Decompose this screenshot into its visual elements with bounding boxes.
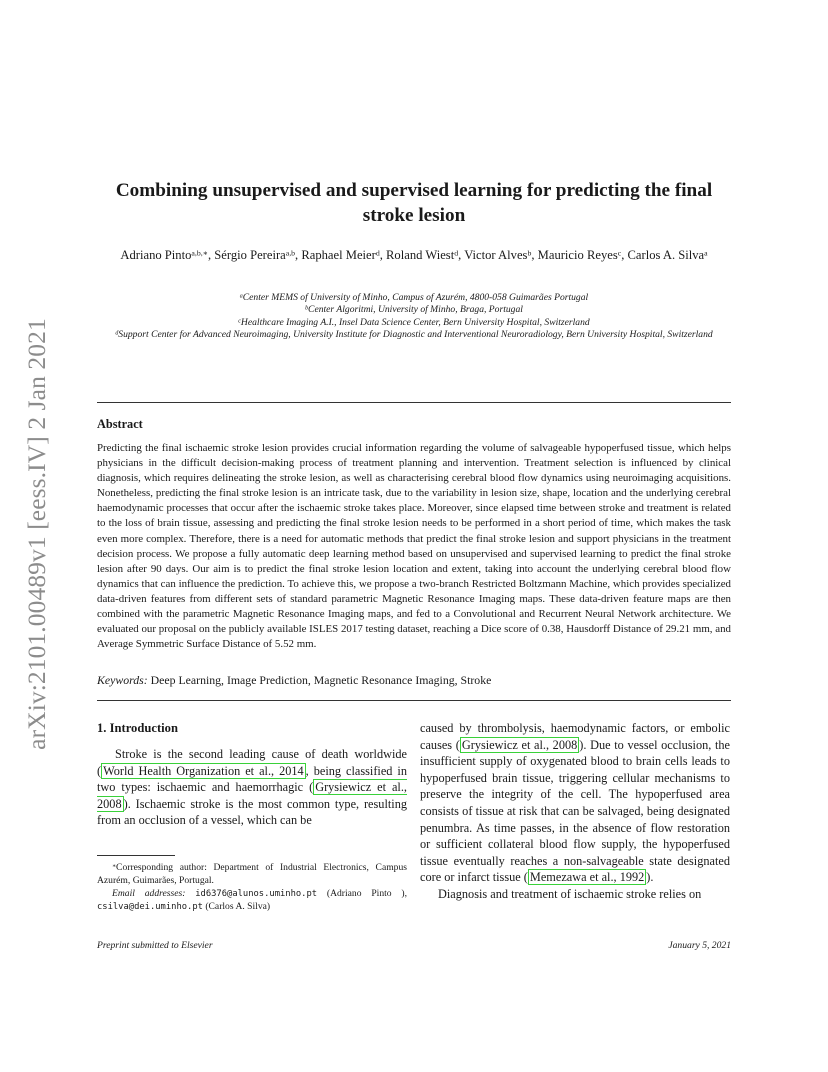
arxiv-identifier-text: arXiv:2101.00489v1 [eess.IV] 2 Jan 2021 bbox=[22, 318, 52, 750]
affiliation-list bbox=[97, 292, 731, 341]
author-list: Adriano Pinto$^{a,b,∗}$, Sérgio Pereira$^{a,b}$, Raphael Meier$^d$, Roland Wiest$^d$, Victor Alves$^b$, Mauricio Reyes$^c$, Carlos A. Silva$^a$ bbox=[120, 248, 708, 262]
author-affiliation-mark: a bbox=[704, 248, 708, 258]
affiliation: $^c$Healthcare Imaging A.I., Insel Data Science Center, Bern University Hospital, Switzerland bbox=[238, 316, 590, 328]
citation-link[interactable]: World Health Organization et al., 2014 bbox=[103, 763, 304, 778]
author-name: Victor Alves bbox=[464, 248, 528, 262]
left-column bbox=[97, 720, 407, 829]
footnote-text: ∗Corresponding author: Department of Industrial Electronics, Campus Azurém, Guimarães, Portugal. bbox=[97, 862, 407, 886]
affiliation: $^d$Support Center for Advanced Neuroimaging, University Institute for Diagnostic and Interventional Neuroradiology, Bern University Hospital, Switzerland bbox=[115, 328, 713, 340]
divider bbox=[97, 700, 731, 701]
footer-journal: Preprint submitted to Elsevier bbox=[97, 940, 213, 951]
email-link[interactable]: id6376@alunos.uminho.pt bbox=[195, 888, 318, 899]
intro-paragraph: caused by thrombolysis, haemodynamic factors, or embolic causes ( Grysiewicz et al., 2008 ). Due to vessel occlusion, the insufficient supply of oxygenated blood to brain cells leads to hypoperfused brain tissue, triggering cellular mechanisms to preserve the integrity of the cell. The hypoperfused area consists of tissue at risk that can be salvaged, being designated penumbra. As time passes, in the absence of flow restoration or sufficient collateral blood flow supply, the hypoperfused tissue eventually reaches a non-salvageable state designated core or infarct tissue ( Memezawa et al., 1992 ). bbox=[420, 721, 731, 885]
author-affiliation-mark: d bbox=[454, 248, 459, 258]
footnote bbox=[97, 862, 407, 914]
author-affiliation-mark: a,b,∗ bbox=[191, 248, 208, 258]
affiliation: $^a$Center MEMS of University of Minho, Campus of Azurém, 4800-058 Guimarães Portugal bbox=[239, 292, 589, 303]
author-affiliation-mark: b bbox=[527, 248, 532, 258]
footnote-emails: Email addresses: id6376@alunos.uminho.pt (Adriano Pinto ), csilva@dei.uminho.pt (Carlos A. Silva) bbox=[97, 887, 407, 912]
keywords-text: Deep Learning, Image Prediction, Magnetic Resonance Imaging, Stroke bbox=[150, 673, 492, 687]
author-name: Adriano Pinto bbox=[120, 248, 192, 262]
citation-link[interactable]: Grysiewicz et al., 2008 bbox=[97, 780, 407, 811]
email-link[interactable]: csilva@dei.uminho.pt bbox=[97, 901, 203, 912]
section-heading: 1. Introduction bbox=[97, 721, 178, 735]
intro-paragraph: Stroke is the second leading cause of death worldwide ( World Health Organization et al., 2014 , being classified in two types: ischaemic and haemorrhagic ( Grysiewicz et al., 2008 ). Ischaemic stroke is the most common type, resulting from an occlusion of a vessel, which can be bbox=[97, 747, 407, 828]
author-name: Mauricio Reyes bbox=[537, 248, 618, 262]
keywords-label: Keywords: bbox=[97, 673, 148, 687]
arxiv-identifier bbox=[20, 298, 54, 770]
footnote-divider bbox=[97, 855, 175, 856]
citation-link[interactable]: Grysiewicz et al., 2008 bbox=[461, 737, 578, 752]
abstract-text: Predicting the final ischaemic stroke lesion provides crucial information regarding the volume of salvageable hypoperfused tissue, which helps physicians in the difficult decision-making process of treatment planning and intervention. Treatment selection is influenced by clinical diagnosis, which requires delineating the stroke lesion, as well as characterising cerebral blood flow dynamics using neuroimaging acquisitions. Nonetheless, predicting the final stroke lesion is an intricate task, due to the variability in lesion size, shape, location and the underlying cerebral haemodynamic processes that occur after the ischaemic stroke takes place. Moreover, since elapsed time between stroke and treatment is related to the loss of brain tissue, assessing and predicting the final stroke lesion needs to be performed in a short period of time, which makes the task even more complex. Therefore, there is a need for automatic methods that predict the final stroke lesion and support physicians in the treatment decision process. We propose a fully automatic deep learning method based on unsupervised and supervised learning to predict the final stroke lesion after 90 days. Our aim is to predict the final stroke lesion location and extent, taking into account the underlying cerebral blood flow dynamics that can influence the prediction. To achieve this, we propose a two-branch Restricted Boltzmann Machine, which provides specialized data-driven features from different sets of standard parametric Magnetic Resonance Imaging maps. These data-driven feature maps are then combined with the parametric Magnetic Resonance Imaging maps, and fed to a Convolutional and Recurrent Neural Network architecture. We evaluated our proposal on the publicly available ISLES 2017 testing dataset, reaching a Dice score of 0.38, Hausdorff Distance of 29.21 mm, and Average Symmetric Surface Distance of 5.52 mm. bbox=[97, 442, 731, 651]
author-affiliation-mark: c bbox=[617, 248, 622, 258]
author-affiliation-mark: a,b bbox=[285, 248, 296, 258]
abstract-heading: Abstract bbox=[97, 417, 143, 431]
divider bbox=[97, 402, 731, 403]
author-name: Sérgio Pereira bbox=[214, 248, 286, 262]
intro-paragraph: Diagnosis and treatment of ischaemic stroke relies on bbox=[438, 886, 702, 901]
author-affiliation-mark: d bbox=[375, 248, 380, 258]
right-column bbox=[420, 720, 730, 903]
paper-title: Combining unsupervised and supervised learning for predicting the final stroke lesion bbox=[115, 180, 713, 226]
affiliation: $^b$Center Algoritmi, University of Minho, Braga, Portugal bbox=[305, 304, 523, 316]
author-name: Roland Wiest bbox=[386, 248, 455, 262]
author-name: Carlos A. Silva bbox=[627, 248, 705, 262]
citation-link[interactable]: Memezawa et al., 1992 bbox=[529, 870, 645, 885]
page-footer bbox=[97, 940, 731, 951]
keywords bbox=[97, 673, 731, 688]
author-name: Raphael Meier bbox=[301, 248, 376, 262]
footer-date: January 5, 2021 bbox=[668, 940, 731, 951]
